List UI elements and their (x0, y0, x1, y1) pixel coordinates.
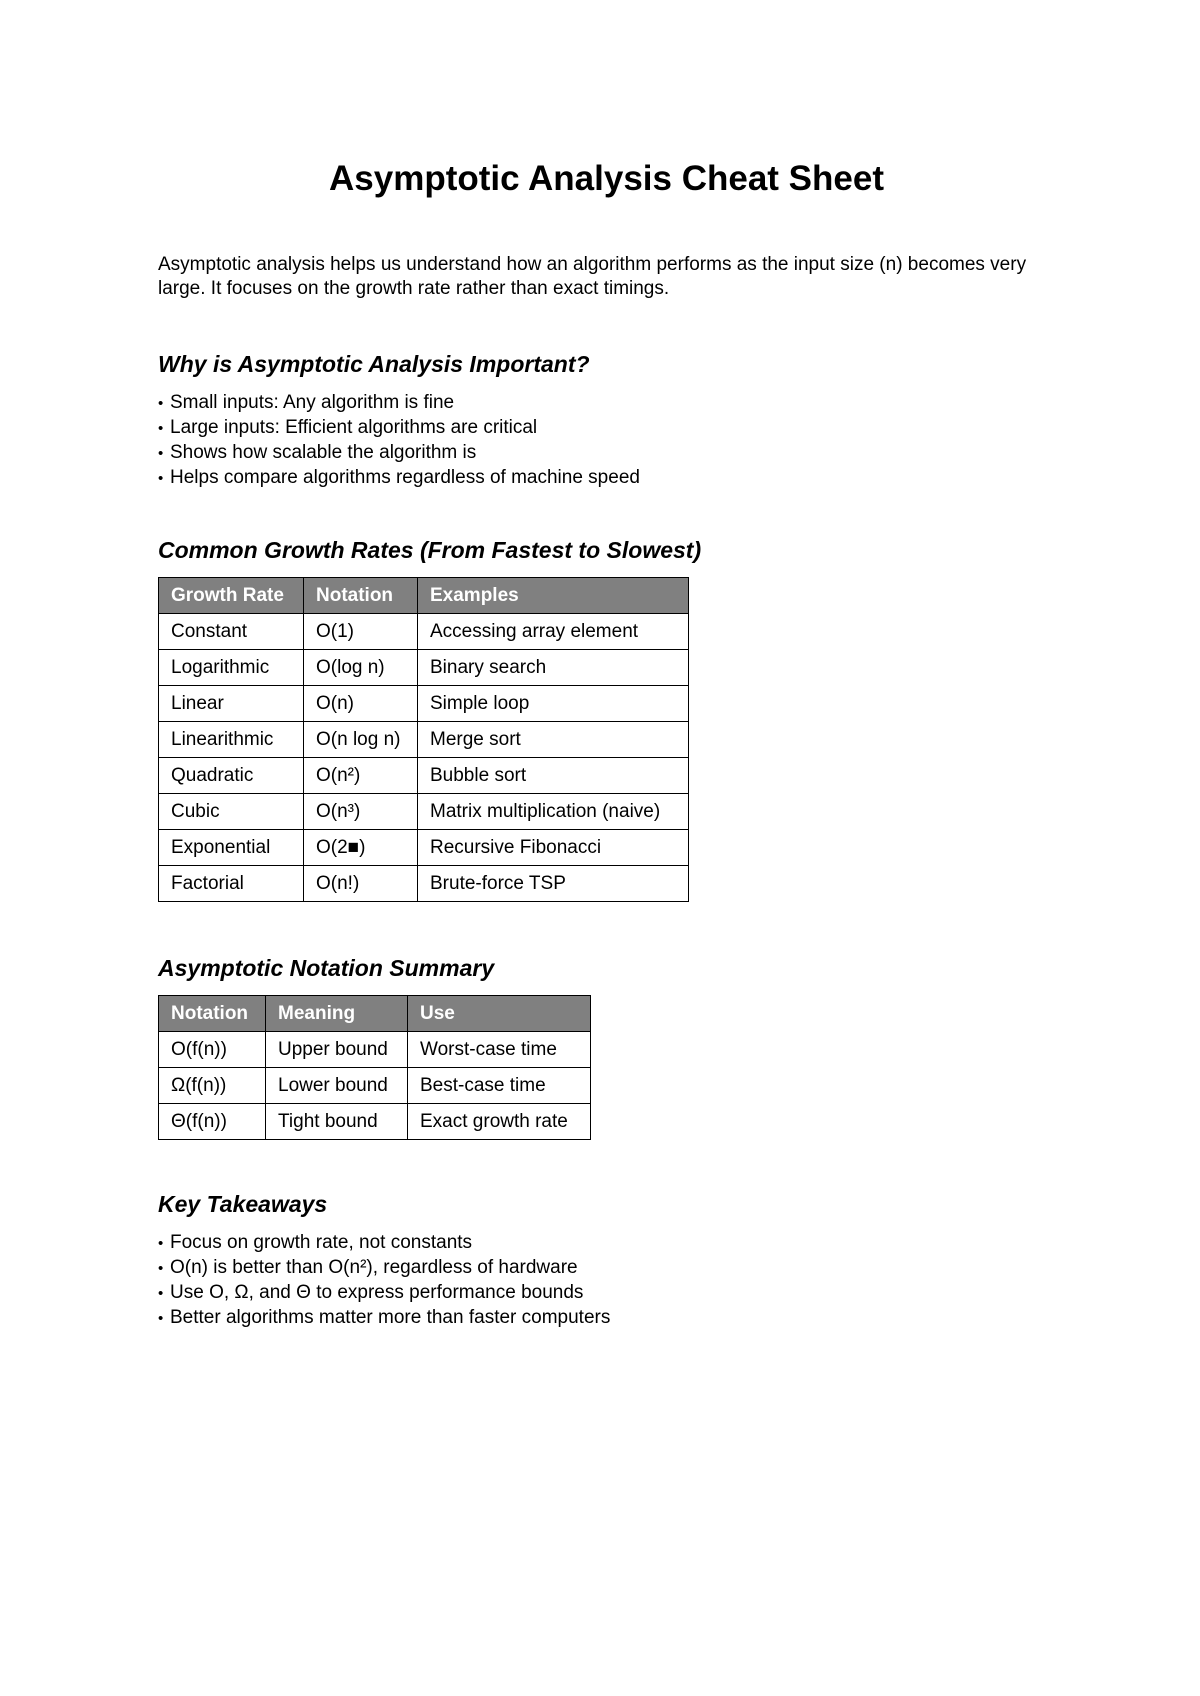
table-cell: Quadratic (159, 758, 304, 794)
table-cell: O(f(n)) (159, 1032, 266, 1068)
table-cell: Cubic (159, 794, 304, 830)
column-header: Use (408, 996, 591, 1032)
table-cell: Upper bound (266, 1032, 408, 1068)
table-row (159, 1068, 591, 1104)
table-row (159, 722, 689, 758)
table-cell: Binary search (418, 650, 689, 686)
list-item: • Shows how scalable the algorithm is (158, 441, 640, 466)
why-heading: Why is Asymptotic Analysis Important? (158, 351, 590, 377)
column-header: Notation (304, 578, 418, 614)
table-row (159, 758, 689, 794)
table-row (159, 1104, 591, 1140)
list-item: • Helps compare algorithms regardless of machine speed (158, 466, 640, 491)
table-cell: Logarithmic (159, 650, 304, 686)
table-row (159, 650, 689, 686)
takeaways-heading: Key Takeaways (158, 1191, 328, 1217)
table-cell: Merge sort (418, 722, 689, 758)
table-cell: Factorial (159, 866, 304, 902)
table-row (159, 830, 689, 866)
table-cell: O(n log n) (304, 722, 418, 758)
table-header-row (159, 996, 591, 1032)
notation-heading: Asymptotic Notation Summary (158, 955, 495, 981)
table-header-row (159, 578, 689, 614)
table-cell: O(2■) (304, 830, 418, 866)
table-cell: O(n) (304, 686, 418, 722)
list-item: • O(n) is better than O(n²), regardless of hardware (158, 1256, 610, 1281)
table-cell: Brute-force TSP (418, 866, 689, 902)
table-cell: Exact growth rate (408, 1104, 591, 1140)
growth-rates-table (158, 577, 689, 902)
why-list (158, 391, 640, 491)
list-item: • Focus on growth rate, not constants (158, 1231, 610, 1256)
table-cell: Bubble sort (418, 758, 689, 794)
table-cell: Recursive Fibonacci (418, 830, 689, 866)
list-item: • Use O, Ω, and Θ to express performance bounds (158, 1281, 610, 1306)
table-cell: Exponential (159, 830, 304, 866)
table-cell: Accessing array element (418, 614, 689, 650)
table-row (159, 794, 689, 830)
table-cell: Matrix multiplication (naive) (418, 794, 689, 830)
list-item: • Large inputs: Efficient algorithms are critical (158, 416, 640, 441)
table-cell: Linearithmic (159, 722, 304, 758)
column-header: Notation (159, 996, 266, 1032)
table-cell: Simple loop (418, 686, 689, 722)
notation-summary-table (158, 995, 591, 1140)
table-cell: Ω(f(n)) (159, 1068, 266, 1104)
table-cell: Linear (159, 686, 304, 722)
list-item: • Better algorithms matter more than faster computers (158, 1306, 610, 1331)
table-row (159, 866, 689, 902)
table-cell: O(n³) (304, 794, 418, 830)
page-title: Asymptotic Analysis Cheat Sheet (329, 159, 884, 198)
table-row (159, 1032, 591, 1068)
takeaways-list (158, 1231, 610, 1331)
list-item: • Small inputs: Any algorithm is fine (158, 391, 640, 416)
table-row (159, 686, 689, 722)
table-cell: Θ(f(n)) (159, 1104, 266, 1140)
table-cell: Constant (159, 614, 304, 650)
table-cell: Best-case time (408, 1068, 591, 1104)
table-row (159, 614, 689, 650)
table-cell: O(log n) (304, 650, 418, 686)
table-cell: O(n²) (304, 758, 418, 794)
table-cell: O(n!) (304, 866, 418, 902)
table-cell: O(1) (304, 614, 418, 650)
table-cell: Lower bound (266, 1068, 408, 1104)
table-cell: Worst-case time (408, 1032, 591, 1068)
column-header: Growth Rate (159, 578, 304, 614)
growth-heading: Common Growth Rates (From Fastest to Slowest) (158, 537, 702, 563)
table-cell: Tight bound (266, 1104, 408, 1140)
column-header: Examples (418, 578, 689, 614)
column-header: Meaning (266, 996, 408, 1032)
intro-paragraph: Asymptotic analysis helps us understand how an algorithm performs as the input size (n) becomes very large. It focuses on the growth rate rather than exact timings. (158, 254, 1027, 299)
